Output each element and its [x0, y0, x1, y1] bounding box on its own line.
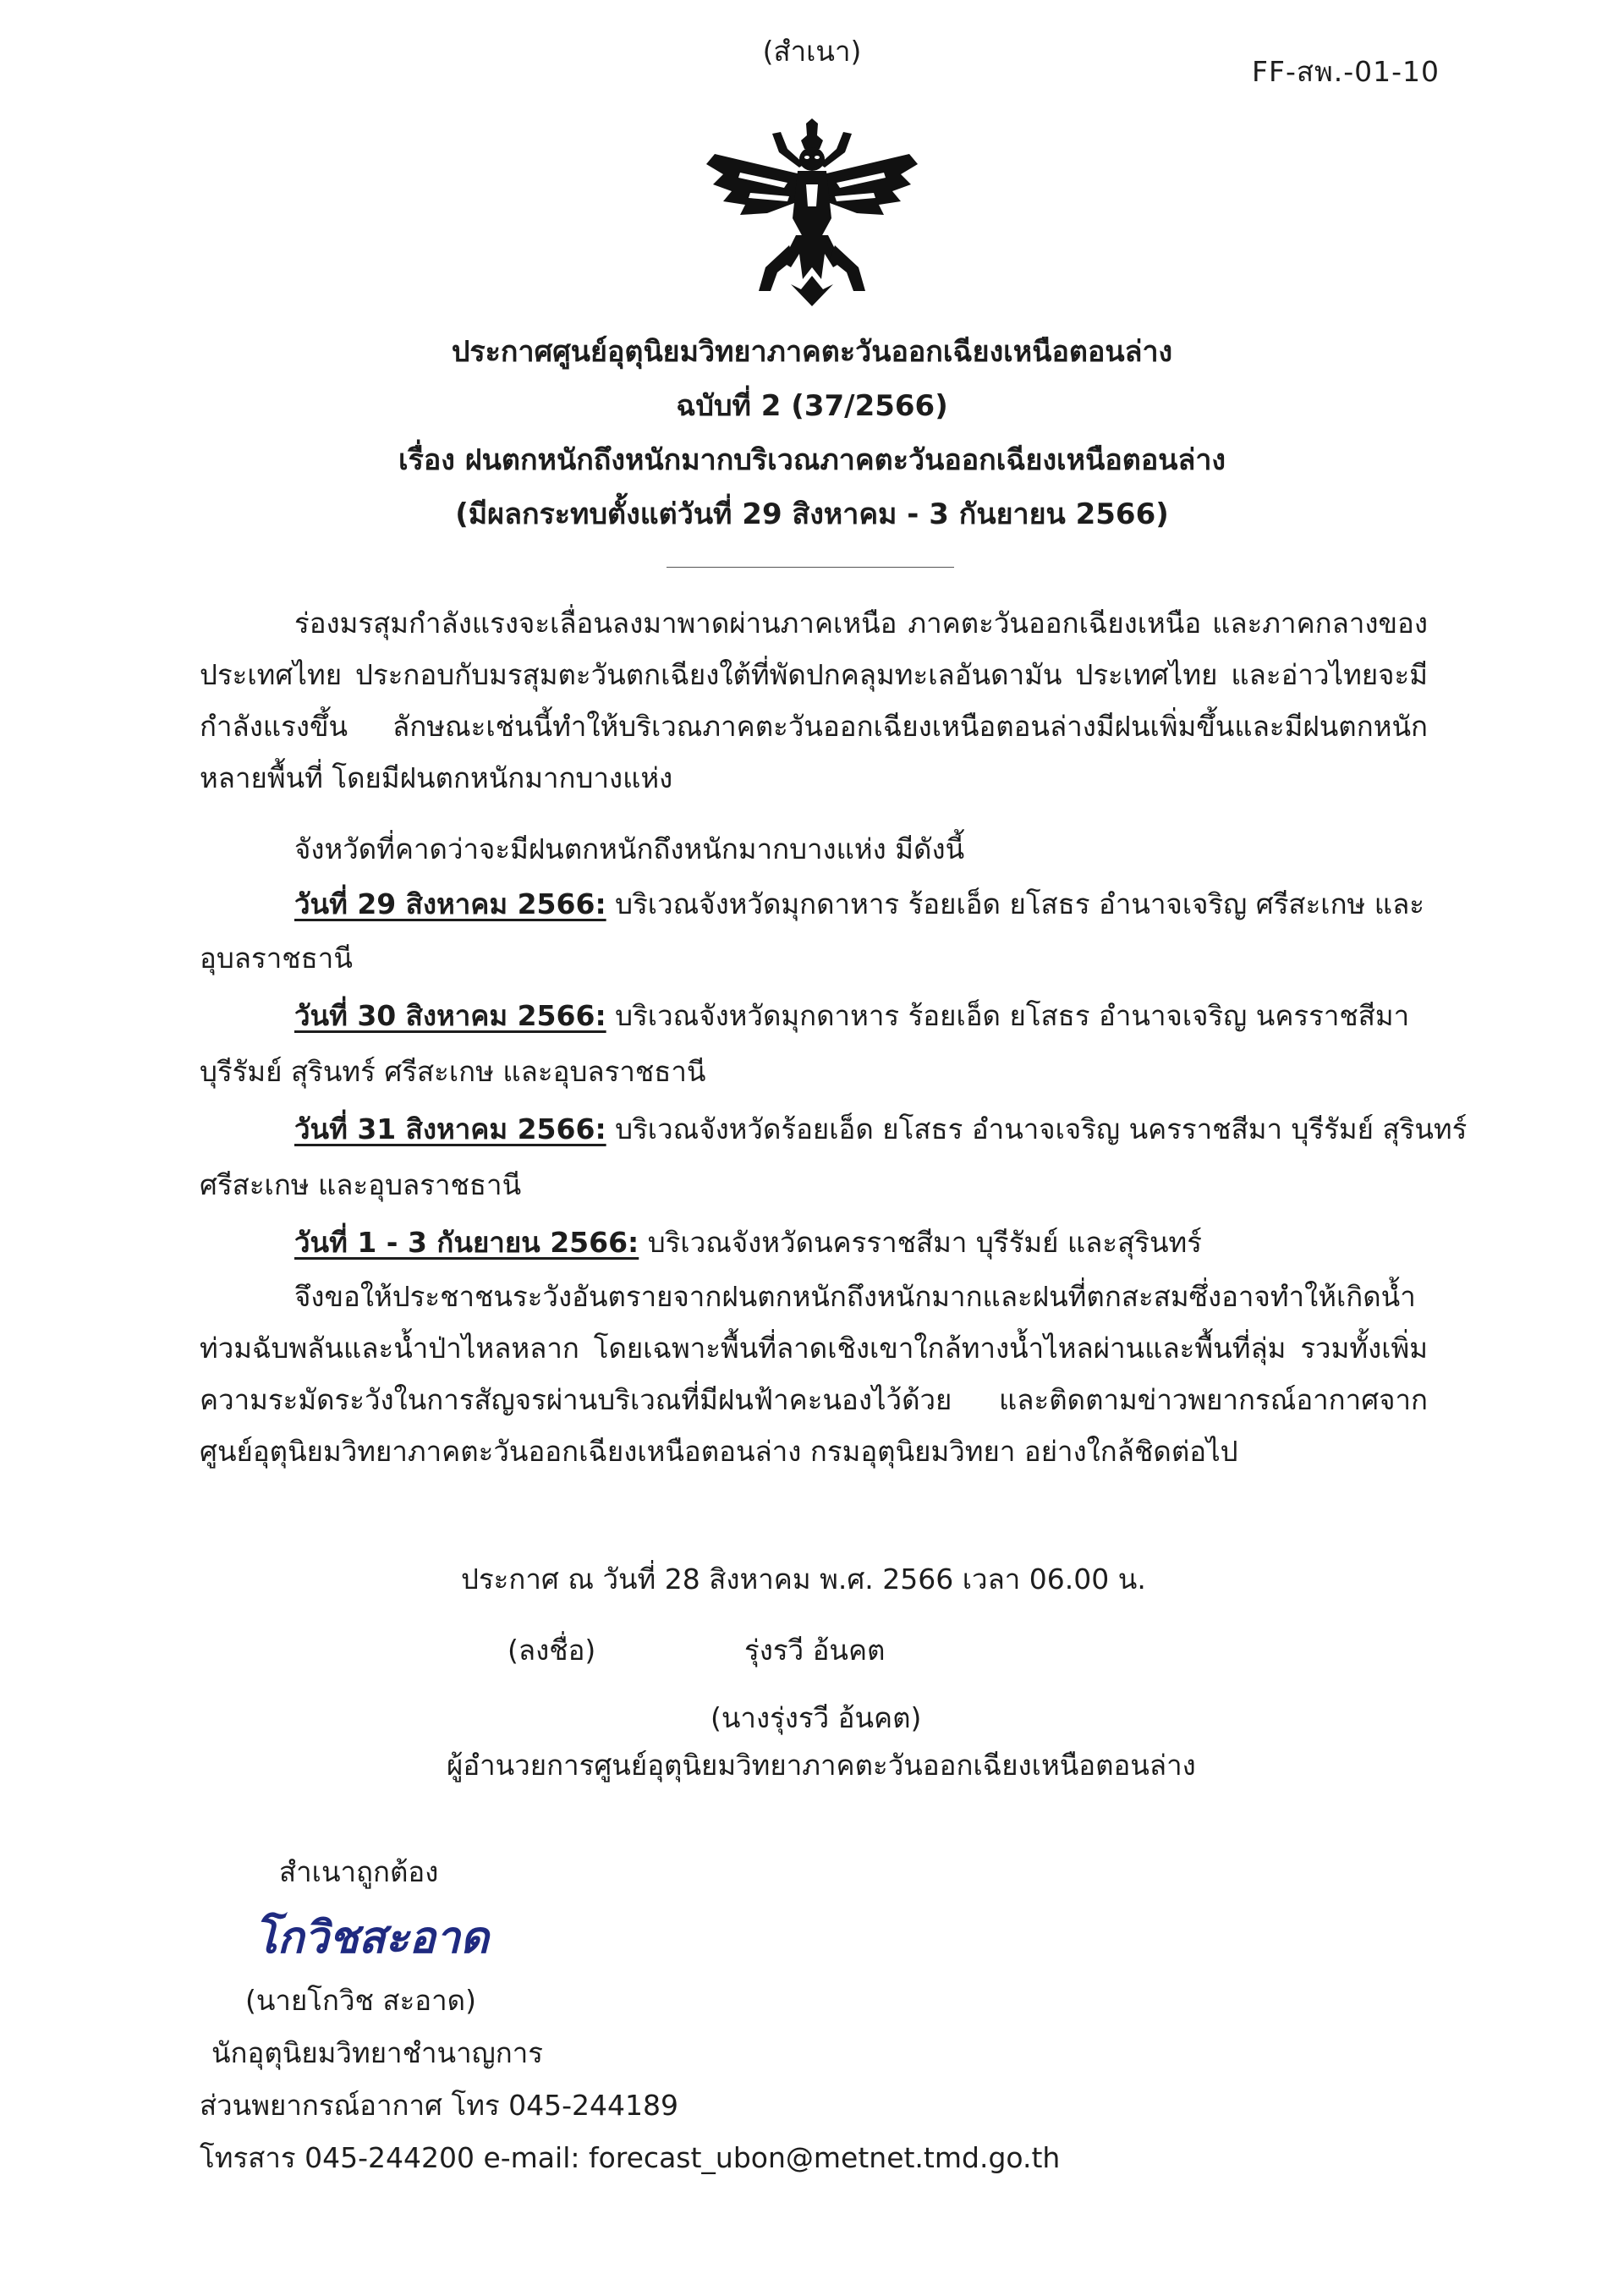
signed-label: (ลงชื่อ): [508, 1634, 596, 1667]
signer-signature-name: รุ่งรวี อ้นคต: [744, 1634, 886, 1667]
copy-mark: (สำเนา): [762, 35, 862, 68]
forecast-item-2: [294, 990, 1409, 1041]
signer-full-name: (นางรุ่งรวี อ้นคต): [710, 1701, 922, 1734]
subject-line: เรื่อง ฝนตกหนักถึงหนักมากบริเวณภาคตะวันออกเฉียงเหนือตอนล่าง: [398, 443, 1226, 477]
announcement-date: ประกาศ ณ วันที่ 28 สิงหาคม พ.ศ. 2566 เวลา 06.00 น.: [461, 1563, 1146, 1596]
effective-period: (มีผลกระทบตั้งแต่วันที่ 29 สิงหาคม - 3 กันยายน 2566): [455, 497, 1169, 531]
forecast-areas-2-cont: บุรีรัมย์ สุรินทร์ ศรีสะเกษ และอุบลราชธานี: [200, 1055, 706, 1088]
forecast-areas-2: บริเวณจังหวัดมุกดาหาร ร้อยเอ็ด ยโสธร อำนาจเจริญ นครราชสีมา: [606, 999, 1410, 1032]
forecast-item-1: [294, 878, 1424, 930]
certified-copy-label: สำเนาถูกต้อง: [279, 1855, 439, 1888]
forecast-areas-3: บริเวณจังหวัดร้อยเอ็ด ยโสธร อำนาจเจริญ นครราชสีมา บุรีรัมย์ สุรินทร์: [606, 1112, 1468, 1145]
forecast-item-4: [294, 1217, 1202, 1268]
fax-email: โทรสาร 045-244200 e-mail: forecast_ubon@metnet.tmd.go.th: [200, 2141, 1061, 2174]
certifier-handwritten-signature: โกวิชสะอาด: [254, 1912, 489, 1964]
document-code: FF-สพ.-01-10: [1252, 55, 1440, 88]
forecast-areas-4: บริเวณจังหวัดนครราชสีมา บุรีรัมย์ และสุรินทร์: [639, 1226, 1203, 1259]
garuda-emblem-icon: [706, 118, 918, 306]
warning-paragraph: จึงขอให้ประชาชนระวังอันตรายจากฝนตกหนักถึงหนักมากและฝนที่ตกสะสมซึ่งอาจทำให้เกิดน้ำท่วมฉับพลันและน้ำป่าไหลหลาก โดยเฉพาะพื้นที่ลาดเชิงเขาใกล้ทางน้ำไหลผ่านและพื้นที่ลุ่ม รวมทั้งเพิ่มความระมัดระวังในการสัญจรผ่านบริเวณที่มีฝนฟ้าคะนองไว้ด้วย และติดตามข่าวพยากรณ์อากาศจากศูนย์อุตุนิยมวิทยาภาคตะวันออกเฉียงเหนือตอนล่าง กรมอุตุนิยมวิทยา อย่างใกล้ชิดต่อไป: [200, 1280, 1428, 1468]
certifier-position: นักอุตุนิยมวิทยาชำนาญการ: [211, 2036, 543, 2069]
forecast-areas-3-cont: ศรีสะเกษ และอุบลราชธานี: [200, 1168, 522, 1201]
intro-paragraph: ร่องมรสุมกำลังแรงจะเลื่อนลงมาพาดผ่านภาคเหนือ ภาคตะวันออกเฉียงเหนือ และภาคกลางของประเทศไทย ประกอบกับมรสุมตะวันตกเฉียงใต้ที่พัดปกคลุมทะเลอันดามัน ประเทศไทย และอ่าวไทยจะมีกำลังแรงขึ้น ลักษณะเช่นนี้ทำให้บริเวณภาคตะวันออกเฉียงเหนือตอนล่างมีฝนเพิ่มขึ้นและมีฝนตกหนักหลายพื้นที่ โดยมีฝนตกหนักมากบางแห่ง: [200, 607, 1428, 794]
title-divider: [667, 567, 954, 568]
department-phone: ส่วนพยากรณ์อากาศ โทร 045-244189: [200, 2089, 679, 2122]
announcement-title: ประกาศศูนย์อุตุนิยมวิทยาภาคตะวันออกเฉียงเหนือตอนล่าง: [451, 335, 1173, 369]
forecast-date-1: วันที่ 29 สิงหาคม 2566:: [294, 887, 606, 920]
forecast-item-3: [294, 1103, 1467, 1155]
forecast-areas-1: บริเวณจังหวัดมุกดาหาร ร้อยเอ็ด ยโสธร อำนาจเจริญ ศรีสะเกษ และ: [606, 887, 1425, 920]
issue-number: ฉบับที่ 2 (37/2566): [676, 389, 948, 423]
forecast-date-3: วันที่ 31 สิงหาคม 2566:: [294, 1112, 606, 1145]
certifier-name: (นายโกวิช สะอาด): [245, 1984, 476, 2017]
signer-position: ผู้อำนวยการศูนย์อุตุนิยมวิทยาภาคตะวันออกเฉียงเหนือตอนล่าง: [447, 1749, 1196, 1782]
forecast-areas-1-cont: อุบลราชธานี: [200, 942, 353, 975]
provinces-intro: จังหวัดที่คาดว่าจะมีฝนตกหนักถึงหนักมากบางแห่ง มีดังนี้: [294, 832, 965, 865]
forecast-date-2: วันที่ 30 สิงหาคม 2566:: [294, 999, 606, 1032]
forecast-date-4: วันที่ 1 - 3 กันยายน 2566:: [294, 1226, 639, 1259]
